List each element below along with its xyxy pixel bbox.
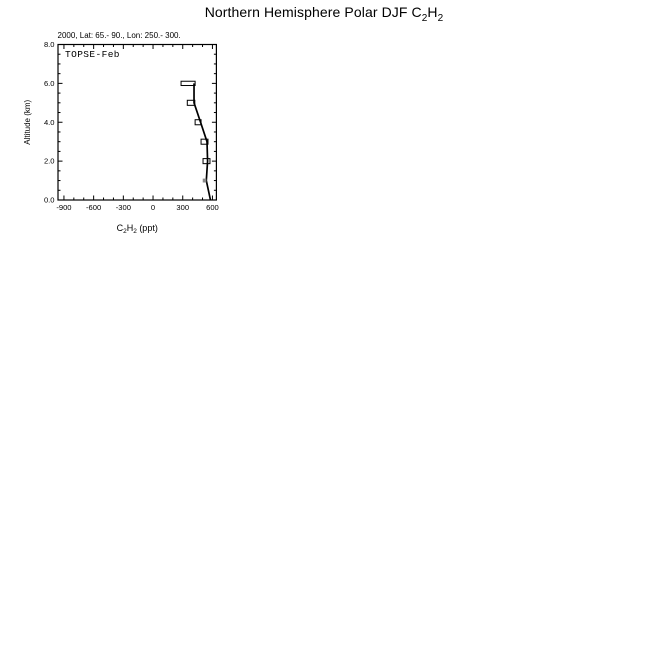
x-tick-label: -300 [115,203,131,212]
x-tick-label: -600 [86,203,102,212]
x-tick-label: 600 [206,203,219,212]
obs-square [203,179,207,183]
y-axis-label: Altitude (km) [23,99,32,145]
x-tick-label: -900 [56,203,72,212]
obs-square [203,159,210,164]
chart-title-subscript: 2 [421,12,428,24]
plot-frame [58,45,216,201]
x-axis-label: $C_2H_2$ (ppt) [116,223,158,235]
y-tick-label: 6.0 [43,78,55,88]
chart-title-subscript: 2 [437,12,444,24]
subtitle: 2000, Lat: 65.- 90., Lon: 250.- 300. [57,31,181,40]
chart-title-text: H [427,4,438,20]
y-tick-label: 2.0 [43,156,55,166]
x-tick-label: 0 [150,203,156,212]
obs-square [181,81,195,85]
chart-title-text: Northern Hemisphere Polar DJF C [204,4,422,20]
x-tick-label: 300 [176,203,190,212]
y-tick-label: 0.0 [43,195,55,205]
y-tick-label: 8.0 [43,40,55,50]
y-tick-label: 4.0 [43,117,55,127]
annotation-label: TOPSE-Feb [65,49,120,60]
